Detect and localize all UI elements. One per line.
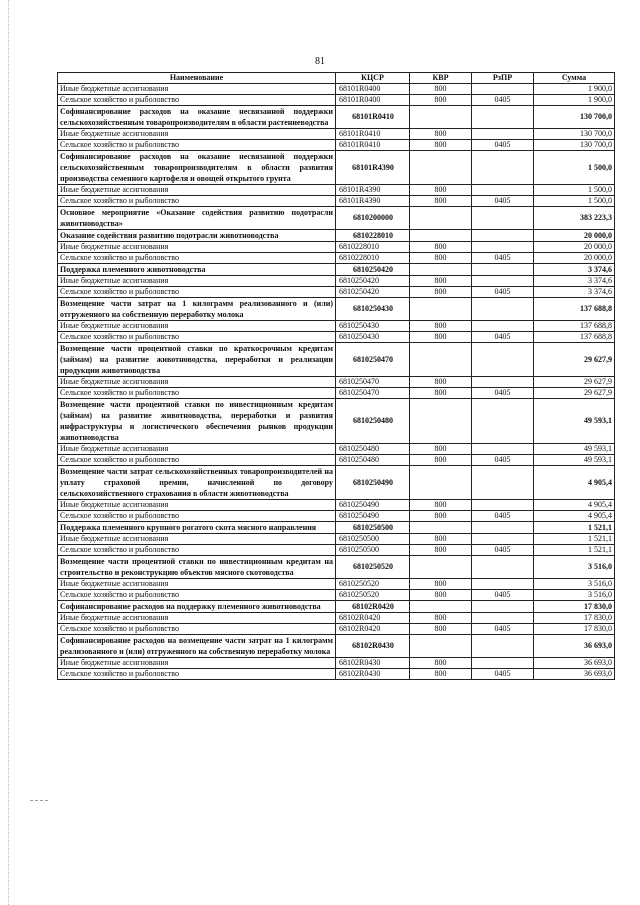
table-row	[58, 590, 615, 601]
cell-kcsr: 6810250500	[336, 534, 410, 545]
cell-rzpr	[472, 601, 534, 613]
cell-name: Софинансирование расходов на оказание несвязанной поддержки сельскохозяйственным товаропроизводителям в области растениеводства	[58, 106, 336, 129]
cell-kvr	[410, 635, 472, 658]
cell-rzpr: 0405	[472, 253, 534, 264]
table-row	[58, 613, 615, 624]
cell-kvr	[410, 399, 472, 444]
cell-name: Сельское хозяйство и рыболовство	[58, 287, 336, 298]
cell-rzpr	[472, 522, 534, 534]
table-row	[58, 140, 615, 151]
cell-sum: 1 521,1	[534, 545, 615, 556]
table-row	[58, 466, 615, 500]
table-row	[58, 196, 615, 207]
cell-sum: 3 374,6	[534, 276, 615, 287]
cell-kcsr: 6810250420	[336, 287, 410, 298]
cell-kvr: 800	[410, 579, 472, 590]
table-row	[58, 388, 615, 399]
table-row	[58, 106, 615, 129]
cell-rzpr: 0405	[472, 332, 534, 343]
budget-table	[57, 72, 615, 680]
cell-kvr	[410, 298, 472, 321]
cell-kcsr: 68101R0410	[336, 129, 410, 140]
table-row	[58, 253, 615, 264]
cell-sum: 49 593,1	[534, 444, 615, 455]
table-row	[58, 635, 615, 658]
table-row	[58, 84, 615, 95]
cell-name: Сельское хозяйство и рыболовство	[58, 669, 336, 680]
cell-sum: 137 688,8	[534, 298, 615, 321]
header-kcsr: КЦСР	[336, 73, 410, 84]
table-row	[58, 556, 615, 579]
cell-rzpr	[472, 377, 534, 388]
cell-kcsr: 6810250520	[336, 590, 410, 601]
cell-rzpr: 0405	[472, 287, 534, 298]
cell-kvr: 800	[410, 444, 472, 455]
cell-name: Сельское хозяйство и рыболовство	[58, 624, 336, 635]
cell-kcsr: 68102R0420	[336, 601, 410, 613]
table-row	[58, 455, 615, 466]
cell-kvr: 800	[410, 388, 472, 399]
cell-kvr: 800	[410, 95, 472, 106]
cell-rzpr	[472, 242, 534, 253]
cell-sum: 20 000,0	[534, 242, 615, 253]
cell-rzpr: 0405	[472, 545, 534, 556]
table-row	[58, 534, 615, 545]
cell-rzpr	[472, 298, 534, 321]
cell-kvr: 800	[410, 129, 472, 140]
cell-kcsr: 68101R4390	[336, 185, 410, 196]
cell-rzpr: 0405	[472, 95, 534, 106]
cell-kcsr: 6810250480	[336, 455, 410, 466]
cell-name: Сельское хозяйство и рыболовство	[58, 196, 336, 207]
cell-rzpr	[472, 230, 534, 242]
scan-mark	[30, 800, 48, 801]
cell-kcsr: 68101R0410	[336, 106, 410, 129]
table-row	[58, 444, 615, 455]
header-kvr: КВР	[410, 73, 472, 84]
table-row	[58, 151, 615, 185]
cell-kcsr: 68101R4390	[336, 151, 410, 185]
cell-kcsr: 6810250470	[336, 343, 410, 377]
cell-sum: 137 688,8	[534, 321, 615, 332]
cell-name: Софинансирование расходов на поддержку племенного животноводства	[58, 601, 336, 613]
table-row	[58, 95, 615, 106]
cell-name: Сельское хозяйство и рыболовство	[58, 332, 336, 343]
cell-rzpr	[472, 635, 534, 658]
cell-sum: 137 688,8	[534, 332, 615, 343]
table-row	[58, 321, 615, 332]
table-row	[58, 500, 615, 511]
cell-kcsr: 6810250430	[336, 298, 410, 321]
cell-kvr	[410, 230, 472, 242]
cell-name: Возмещение части затрат сельскохозяйственных товаропроизводителей на уплату страховой премии, начисленной по договору сельскохозяйственного страхования в области животноводства	[58, 466, 336, 500]
cell-sum: 17 830,0	[534, 613, 615, 624]
cell-name: Иные бюджетные ассигнования	[58, 377, 336, 388]
cell-kcsr: 6810250520	[336, 556, 410, 579]
cell-rzpr	[472, 399, 534, 444]
cell-kcsr: 6810250430	[336, 321, 410, 332]
cell-sum: 49 593,1	[534, 455, 615, 466]
cell-name: Иные бюджетные ассигнования	[58, 613, 336, 624]
cell-rzpr	[472, 613, 534, 624]
cell-kcsr: 68101R0410	[336, 140, 410, 151]
cell-kcsr: 6810250520	[336, 579, 410, 590]
cell-sum: 1 500,0	[534, 196, 615, 207]
cell-kvr: 800	[410, 276, 472, 287]
cell-rzpr	[472, 579, 534, 590]
cell-name: Иные бюджетные ассигнования	[58, 444, 336, 455]
cell-rzpr	[472, 658, 534, 669]
table-row	[58, 276, 615, 287]
cell-sum: 1 521,1	[534, 534, 615, 545]
cell-sum: 130 700,0	[534, 106, 615, 129]
cell-name: Иные бюджетные ассигнования	[58, 185, 336, 196]
cell-kvr: 800	[410, 287, 472, 298]
cell-rzpr	[472, 106, 534, 129]
cell-kvr: 800	[410, 140, 472, 151]
table-row	[58, 545, 615, 556]
cell-kvr: 800	[410, 669, 472, 680]
header-rzpr: РзПР	[472, 73, 534, 84]
cell-rzpr: 0405	[472, 140, 534, 151]
cell-sum: 1 521,1	[534, 522, 615, 534]
cell-kcsr: 6810250420	[336, 264, 410, 276]
cell-kvr: 800	[410, 321, 472, 332]
cell-sum: 1 500,0	[534, 151, 615, 185]
cell-name: Сельское хозяйство и рыболовство	[58, 590, 336, 601]
cell-sum: 17 830,0	[534, 624, 615, 635]
cell-name: Возмещение части затрат на 1 килограмм реализованного и (или) отгруженного на собственную переработку молока	[58, 298, 336, 321]
table-row	[58, 658, 615, 669]
cell-kcsr: 6810250500	[336, 545, 410, 556]
cell-kvr: 800	[410, 658, 472, 669]
table-row	[58, 242, 615, 253]
cell-sum: 130 700,0	[534, 129, 615, 140]
table-row	[58, 399, 615, 444]
cell-kvr: 800	[410, 242, 472, 253]
cell-sum: 4 905,4	[534, 500, 615, 511]
cell-rzpr	[472, 151, 534, 185]
table-row	[58, 522, 615, 534]
cell-kcsr: 6810228010	[336, 242, 410, 253]
cell-sum: 3 516,0	[534, 590, 615, 601]
cell-name: Сельское хозяйство и рыболовство	[58, 253, 336, 264]
cell-kvr: 800	[410, 455, 472, 466]
cell-sum: 29 627,9	[534, 388, 615, 399]
cell-name: Основное мероприятие «Оказание содействия развитию подотрасли животноводства»	[58, 207, 336, 230]
cell-kvr: 800	[410, 84, 472, 95]
cell-name: Иные бюджетные ассигнования	[58, 129, 336, 140]
cell-sum: 36 693,0	[534, 658, 615, 669]
cell-kvr	[410, 522, 472, 534]
cell-kcsr: 6810250470	[336, 377, 410, 388]
cell-kvr: 800	[410, 332, 472, 343]
page-edge	[0, 0, 9, 905]
table-body	[58, 84, 615, 680]
table-row	[58, 264, 615, 276]
cell-name: Иные бюджетные ассигнования	[58, 658, 336, 669]
cell-kvr: 800	[410, 500, 472, 511]
cell-name: Иные бюджетные ассигнования	[58, 534, 336, 545]
cell-sum: 29 627,9	[534, 343, 615, 377]
cell-sum: 29 627,9	[534, 377, 615, 388]
page-number: 81	[315, 56, 325, 67]
header-name: Наименование	[58, 73, 336, 84]
cell-name: Иные бюджетные ассигнования	[58, 276, 336, 287]
cell-sum: 1 900,0	[534, 95, 615, 106]
cell-kvr: 800	[410, 613, 472, 624]
cell-kvr: 800	[410, 185, 472, 196]
cell-name: Сельское хозяйство и рыболовство	[58, 95, 336, 106]
cell-kcsr: 68102R0420	[336, 624, 410, 635]
cell-rzpr: 0405	[472, 669, 534, 680]
cell-sum: 20 000,0	[534, 253, 615, 264]
cell-sum: 383 223,3	[534, 207, 615, 230]
header-sum: Сумма	[534, 73, 615, 84]
cell-kcsr: 68101R0400	[336, 95, 410, 106]
table-row	[58, 624, 615, 635]
cell-name: Иные бюджетные ассигнования	[58, 84, 336, 95]
cell-rzpr	[472, 466, 534, 500]
cell-name: Иные бюджетные ассигнования	[58, 321, 336, 332]
cell-sum: 20 000,0	[534, 230, 615, 242]
cell-name: Поддержка племенного животноводства	[58, 264, 336, 276]
cell-rzpr	[472, 500, 534, 511]
cell-sum: 3 516,0	[534, 556, 615, 579]
table-row	[58, 669, 615, 680]
cell-kvr	[410, 151, 472, 185]
cell-name: Иные бюджетные ассигнования	[58, 242, 336, 253]
table-row	[58, 579, 615, 590]
table-row	[58, 185, 615, 196]
cell-rzpr: 0405	[472, 511, 534, 522]
cell-rzpr	[472, 556, 534, 579]
cell-sum: 3 374,6	[534, 264, 615, 276]
cell-rzpr	[472, 207, 534, 230]
cell-name: Сельское хозяйство и рыболовство	[58, 140, 336, 151]
cell-kcsr: 6810228010	[336, 230, 410, 242]
cell-name: Сельское хозяйство и рыболовство	[58, 388, 336, 399]
cell-name: Оказание содействия развитию подотрасли животноводства	[58, 230, 336, 242]
cell-kcsr: 6810250490	[336, 466, 410, 500]
cell-kvr	[410, 264, 472, 276]
cell-rzpr	[472, 276, 534, 287]
cell-kvr	[410, 466, 472, 500]
table-row	[58, 129, 615, 140]
table-row	[58, 332, 615, 343]
cell-name: Иные бюджетные ассигнования	[58, 500, 336, 511]
cell-name: Софинансирование расходов на оказание несвязанной поддержки сельскохозяйственным товаропроизводителям в области развития производства семенного картофеля и овощей открытого грунта	[58, 151, 336, 185]
cell-sum: 3 516,0	[534, 579, 615, 590]
cell-sum: 36 693,0	[534, 635, 615, 658]
cell-rzpr: 0405	[472, 624, 534, 635]
cell-kvr: 800	[410, 377, 472, 388]
table-row	[58, 343, 615, 377]
cell-kcsr: 6810228010	[336, 253, 410, 264]
cell-kcsr: 68102R0430	[336, 658, 410, 669]
cell-kvr: 800	[410, 545, 472, 556]
cell-kvr	[410, 343, 472, 377]
cell-kcsr: 68102R0420	[336, 613, 410, 624]
cell-kcsr: 6810250470	[336, 388, 410, 399]
cell-kcsr: 68102R0430	[336, 635, 410, 658]
cell-sum: 1 900,0	[534, 84, 615, 95]
cell-kvr	[410, 207, 472, 230]
cell-rzpr: 0405	[472, 196, 534, 207]
cell-kvr: 800	[410, 511, 472, 522]
cell-kvr: 800	[410, 534, 472, 545]
cell-name: Поддержка племенного крупного рогатого скота мясного направления	[58, 522, 336, 534]
cell-sum: 130 700,0	[534, 140, 615, 151]
cell-name: Возмещение части процентной ставки по инвестиционным кредитам на строительство и реконструкцию объектов мясного скотоводства	[58, 556, 336, 579]
cell-name: Сельское хозяйство и рыболовство	[58, 511, 336, 522]
cell-name: Возмещение части процентной ставки по инвестиционным кредитам (займам) на развитие животноводства, переработки и развития инфраструктуры и логистического обеспечения рынков продукции животноводства	[58, 399, 336, 444]
cell-sum: 49 593,1	[534, 399, 615, 444]
table-row	[58, 207, 615, 230]
cell-kcsr: 68101R0400	[336, 84, 410, 95]
cell-kvr	[410, 556, 472, 579]
cell-sum: 4 905,4	[534, 511, 615, 522]
cell-kcsr: 68102R0430	[336, 669, 410, 680]
cell-rzpr: 0405	[472, 455, 534, 466]
cell-kcsr: 6810250430	[336, 332, 410, 343]
cell-kvr: 800	[410, 196, 472, 207]
cell-kvr	[410, 106, 472, 129]
cell-sum: 4 905,4	[534, 466, 615, 500]
cell-kcsr: 68101R4390	[336, 196, 410, 207]
table-row	[58, 287, 615, 298]
cell-kvr: 800	[410, 624, 472, 635]
cell-kvr: 800	[410, 253, 472, 264]
cell-kcsr: 6810250480	[336, 399, 410, 444]
table-row	[58, 377, 615, 388]
cell-name: Иные бюджетные ассигнования	[58, 579, 336, 590]
cell-rzpr	[472, 321, 534, 332]
cell-sum: 17 830,0	[534, 601, 615, 613]
cell-rzpr	[472, 84, 534, 95]
cell-kcsr: 6810200000	[336, 207, 410, 230]
cell-rzpr	[472, 264, 534, 276]
cell-rzpr	[472, 534, 534, 545]
cell-rzpr	[472, 185, 534, 196]
cell-sum: 3 374,6	[534, 287, 615, 298]
table-header-row	[58, 73, 615, 84]
cell-kcsr: 6810250500	[336, 522, 410, 534]
cell-kvr	[410, 601, 472, 613]
cell-name: Возмещение части процентной ставки по краткосрочным кредитам (займам) на развитие животноводства, переработки и реализации продукции животноводства	[58, 343, 336, 377]
cell-rzpr	[472, 444, 534, 455]
cell-name: Сельское хозяйство и рыболовство	[58, 455, 336, 466]
cell-sum: 36 693,0	[534, 669, 615, 680]
cell-rzpr: 0405	[472, 388, 534, 399]
cell-kcsr: 6810250490	[336, 500, 410, 511]
table-row	[58, 511, 615, 522]
table-row	[58, 230, 615, 242]
table-row	[58, 601, 615, 613]
cell-rzpr	[472, 343, 534, 377]
cell-kcsr: 6810250480	[336, 444, 410, 455]
cell-kvr: 800	[410, 590, 472, 601]
cell-kcsr: 6810250420	[336, 276, 410, 287]
cell-rzpr: 0405	[472, 590, 534, 601]
cell-name: Софинансирование расходов на возмещение части затрат на 1 килограмм реализованного и (или) отгруженного на собственную переработку молока	[58, 635, 336, 658]
cell-sum: 1 500,0	[534, 185, 615, 196]
table-row	[58, 298, 615, 321]
cell-name: Сельское хозяйство и рыболовство	[58, 545, 336, 556]
cell-kcsr: 6810250490	[336, 511, 410, 522]
cell-rzpr	[472, 129, 534, 140]
